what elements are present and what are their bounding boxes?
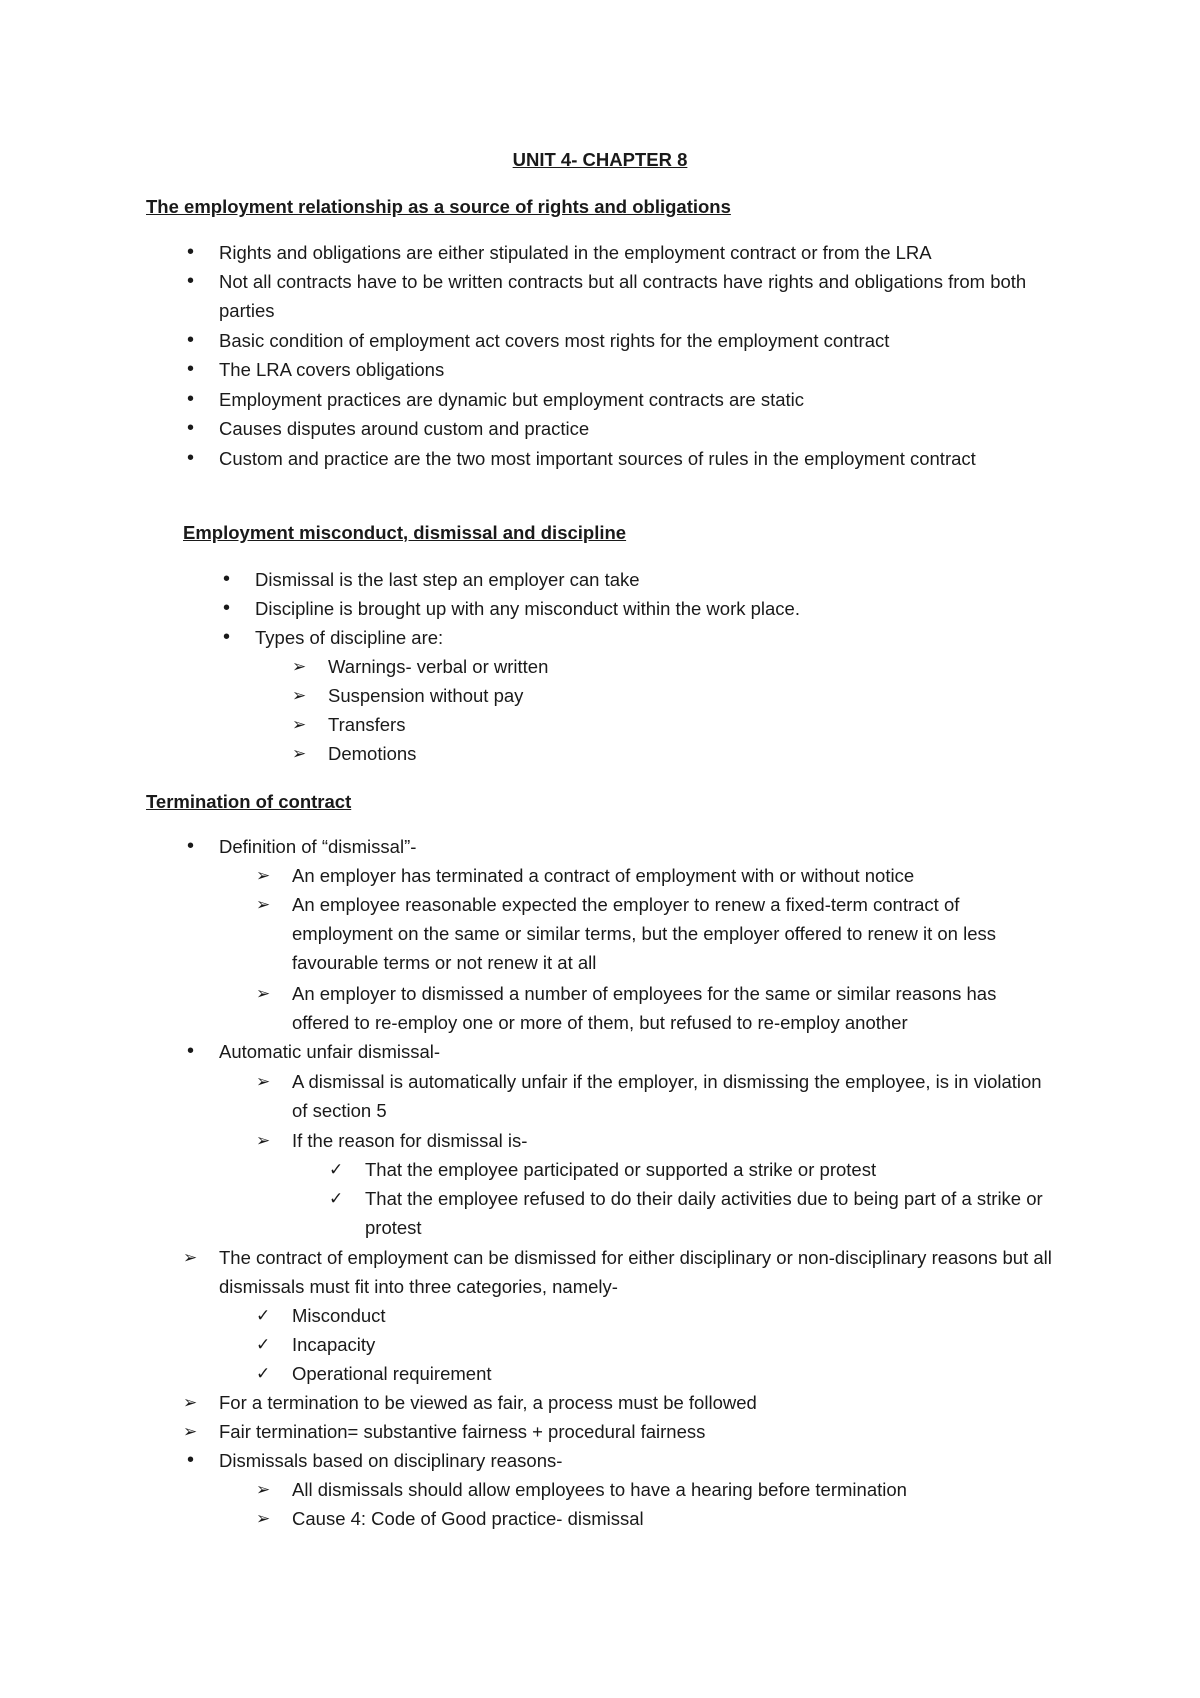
bullet-icon: •	[223, 597, 231, 619]
bullet-icon: •	[187, 1040, 195, 1062]
check-mark-icon: ✓	[256, 1306, 271, 1325]
arrow-bullet-icon: ➢	[256, 1509, 271, 1528]
arrow-bullet-icon: ➢	[256, 866, 271, 885]
list-item: ➢ All dismissals should allow employees to have a hearing before termination	[292, 1475, 1052, 1504]
bullet-icon: •	[223, 626, 231, 648]
list-item: ✓ Misconduct	[292, 1301, 1052, 1330]
list-item: ➢ An employee reasonable expected the employer to renew a fixed-term contract of employment on the same or similar terms, but the employer offered to renew it on less favourable terms or not renew it at all	[292, 890, 1052, 977]
list-item: ✓ That the employee refused to do their daily activities due to being part of a strike or protest	[365, 1184, 1055, 1242]
bullet-icon: •	[187, 447, 195, 469]
list-item: ➢ The contract of employment can be dismissed for either disciplinary or non-disciplinary reasons but all dismissals must fit into three categories, namely-	[219, 1243, 1059, 1301]
check-mark-icon: ✓	[329, 1189, 344, 1208]
bullet-icon: •	[187, 358, 195, 380]
list-item: • Types of discipline are:	[255, 623, 1055, 652]
list-item: ➢ Demotions	[328, 739, 1048, 768]
list-item: ➢ An employer has terminated a contract of employment with or without notice	[292, 861, 1052, 890]
arrow-bullet-icon: ➢	[292, 686, 307, 705]
section-heading-termination: Termination of contract	[146, 791, 352, 812]
bullet-icon: •	[223, 568, 231, 590]
check-mark-icon: ✓	[256, 1364, 271, 1383]
bullet-icon: •	[187, 835, 195, 857]
list-item: • Automatic unfair dismissal-	[219, 1037, 1059, 1066]
list-item: • Dismissal is the last step an employer can take	[255, 565, 1055, 594]
page-title: UNIT 4- CHAPTER 8	[512, 149, 688, 170]
list-item: ➢ Warnings- verbal or written	[328, 652, 1048, 681]
bullet-icon: •	[187, 241, 195, 263]
list-item: • Causes disputes around custom and practice	[219, 414, 1059, 443]
list-item: ✓ Incapacity	[292, 1330, 1052, 1359]
arrow-bullet-icon: ➢	[256, 1072, 271, 1091]
list-item: • Rights and obligations are either stipulated in the employment contract or from the LRA	[219, 238, 1059, 267]
list-item: • Definition of “dismissal”-	[219, 832, 1059, 861]
list-item: • Dismissals based on disciplinary reasons-	[219, 1446, 1059, 1475]
arrow-bullet-icon: ➢	[292, 657, 307, 676]
list-item: • Discipline is brought up with any misconduct within the work place.	[255, 594, 1055, 623]
list-item: ➢ Cause 4: Code of Good practice- dismissal	[292, 1504, 1052, 1533]
check-mark-icon: ✓	[256, 1335, 271, 1354]
arrow-bullet-icon: ➢	[183, 1393, 198, 1412]
arrow-bullet-icon: ➢	[292, 744, 307, 763]
section-heading-misconduct: Employment misconduct, dismissal and discipline	[183, 522, 627, 543]
arrow-bullet-icon: ➢	[183, 1248, 198, 1267]
list-item: ➢ Transfers	[328, 710, 1048, 739]
list-item: ✓ That the employee participated or supported a strike or protest	[365, 1155, 1055, 1184]
bullet-icon: •	[187, 270, 195, 292]
list-item: • The LRA covers obligations	[219, 355, 1059, 384]
bullet-icon: •	[187, 417, 195, 439]
list-item: ✓ Operational requirement	[292, 1359, 1052, 1388]
arrow-bullet-icon: ➢	[256, 895, 271, 914]
bullet-icon: •	[187, 329, 195, 351]
list-item: ➢ A dismissal is automatically unfair if the employer, in dismissing the employee, is in violation of section 5	[292, 1067, 1052, 1125]
section-heading-rights: The employment relationship as a source of rights and obligations	[146, 196, 731, 217]
check-mark-icon: ✓	[329, 1160, 344, 1179]
bullet-icon: •	[187, 1449, 195, 1471]
list-item: • Basic condition of employment act covers most rights for the employment contract	[219, 326, 1059, 355]
arrow-bullet-icon: ➢	[256, 1480, 271, 1499]
list-item: ➢ If the reason for dismissal is-	[292, 1126, 1052, 1155]
list-item: ➢ Fair termination= substantive fairness + procedural fairness	[219, 1417, 1059, 1446]
list-item: ➢ For a termination to be viewed as fair, a process must be followed	[219, 1388, 1059, 1417]
arrow-bullet-icon: ➢	[292, 715, 307, 734]
bullet-icon: •	[187, 388, 195, 410]
arrow-bullet-icon: ➢	[256, 984, 271, 1003]
list-item: ➢ An employer to dismissed a number of employees for the same or similar reasons has offered to re-employ one or more of them, but refused to re-employ another	[292, 979, 1052, 1037]
arrow-bullet-icon: ➢	[256, 1131, 271, 1150]
list-item: • Employment practices are dynamic but employment contracts are static	[219, 385, 1059, 414]
arrow-bullet-icon: ➢	[183, 1422, 198, 1441]
list-item: • Not all contracts have to be written contracts but all contracts have rights and obligations from both parties	[219, 267, 1059, 325]
list-item: • Custom and practice are the two most important sources of rules in the employment contract	[219, 444, 1059, 473]
list-item: ➢ Suspension without pay	[328, 681, 1048, 710]
